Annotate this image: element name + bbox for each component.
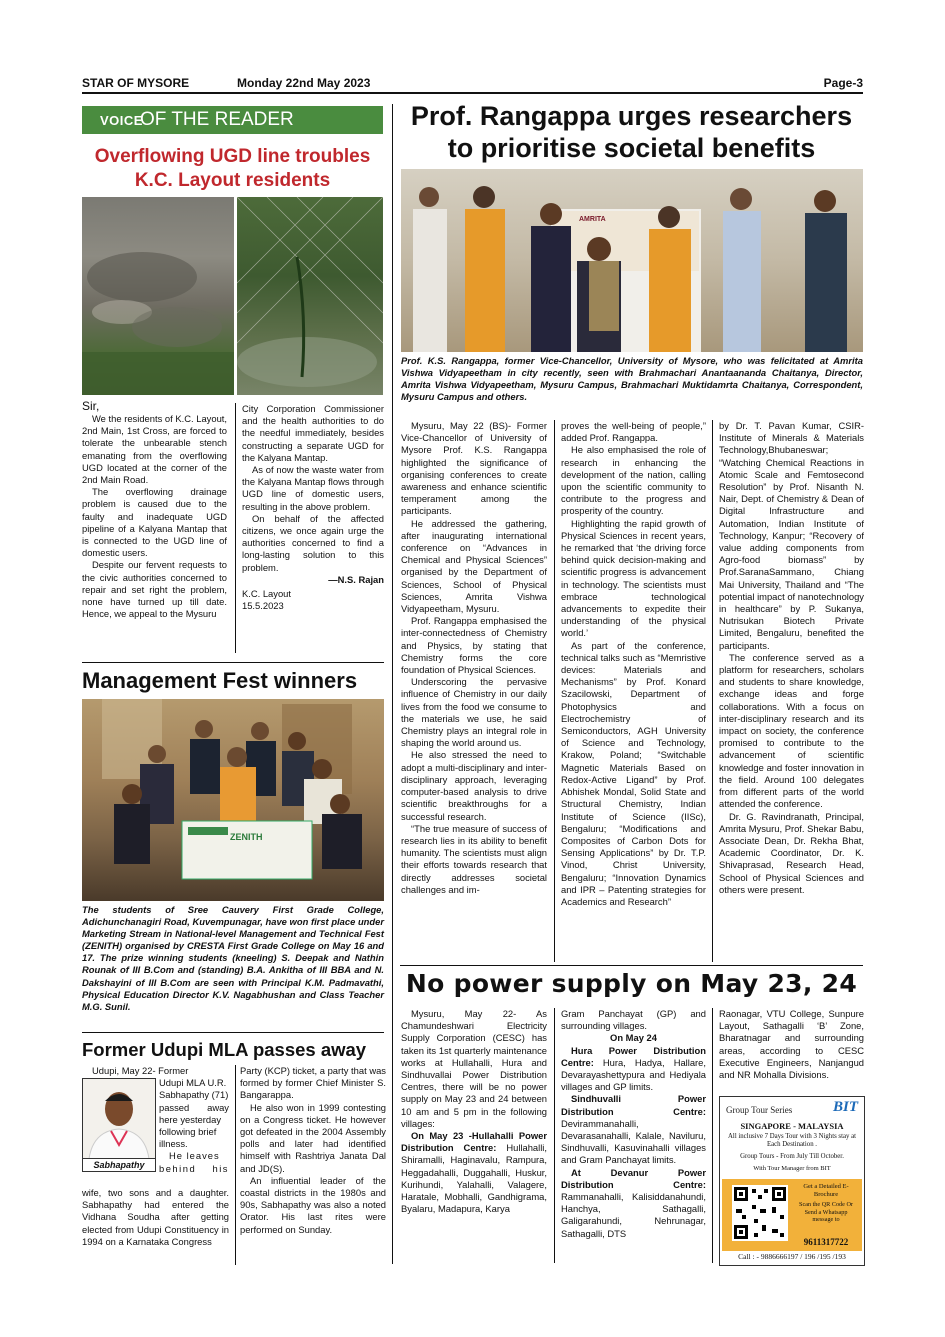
tour-advertisement[interactable]: [719, 1096, 865, 1266]
qr-text-2: Scan the QR Code Or Send a Whatsapp message to: [799, 1201, 853, 1223]
qr-code-icon: [732, 1185, 788, 1241]
newspaper-name: STAR OF MYSORE: [82, 76, 190, 90]
letter-signature: —N.S. Rajan: [328, 573, 384, 585]
ad-series: Group Tour Series: [726, 1105, 793, 1115]
ad-line3: With Tour Manager from BIT: [753, 1165, 831, 1172]
column-divider: [554, 420, 555, 962]
letter-para: We the residents of K.C. Layout, 2nd Main, 1st Cross, are forced to tolerate the unbearable stench emanating from the overflowing UGD located at the corner of the 2nd Main Road.: [82, 413, 227, 486]
cheque-label: ZENITH: [230, 832, 263, 842]
ad-call[interactable]: Call : - 9886666197 / 196 /195 /193: [738, 1252, 846, 1261]
main-photo: [401, 169, 863, 352]
column-divider: [235, 1065, 236, 1265]
voice-banner: [82, 106, 383, 134]
ugd-photo-right: [237, 197, 383, 395]
felicitation-image: [401, 169, 863, 352]
letter-para: As of now the waste water from the Kalyana Mantap flows through UGD line of domestic users, resulting in the above problem.: [242, 464, 384, 512]
salutation: Sir,: [82, 399, 100, 413]
banner-logo: AMRITA: [579, 216, 606, 223]
letter-para: The overflowing drainage problem is caused due to the faulty and inadequate UGD pipeline of a Kalyana Mantap that is connected to the UGD line of domestic users.: [82, 486, 227, 559]
power-col2: Gram Panchayat (GP) and surrounding villages. On May 24 Hura Power Distribution Centre: Hura, Hadya, Hallare, Devarayashettypura and Hediyala villages and GP limits. Sindhuvalli Power Distribution Centre: Devirammanahalli, Devarasanahalli, Kalale, Naviluru, Sindhuvalli, Kasuvinahalli villages and Gram Panchayat limits. At Devanur Power Distribution Centre: Rammanahalli, Kalisiddanahundi, Hanchya, Sathagalli, Galigarahundi, Nehrunagar, Sathagalli, DTS: [561, 1008, 706, 1239]
column-divider: [235, 403, 236, 653]
ad-line2: Group Tours - From July Till October.: [740, 1153, 844, 1160]
section-rule: [400, 965, 863, 966]
students-group-image: [82, 699, 384, 901]
page-number: Page-3: [823, 76, 863, 90]
portrait-label: Sabhapathy: [83, 1158, 155, 1171]
ugd-photo-left: [82, 197, 234, 395]
section-divider: [392, 104, 393, 1264]
column-divider: [712, 420, 713, 962]
fest-caption: The students of Sree Cauvery First Grade College, Adichunchanagiri Road, Kuvempunagar, have won first place under Marketing Stream in National-level Management and Technical Fest (ZENITH) organised by CRESTA First Grade College on May 16 and 17. The prize winning students (kneeling) S. Deepak and Nathin Rounak of III B.Com and (standing) B.A. Ankitha of III BBA and N. Dakshayini of III B.Com are seen with Principal K.M. Padmavathi, Physical Education Director K.V. Nagabhushan and Class Teacher M.G. Sunil.: [82, 904, 384, 1012]
main-caption: Prof. K.S. Rangappa, former Vice-Chancellor, University of Mysore, who was felicitated at Amrita Vishwa Vidyapeetham in city recently, seen with Brahmachari Anantaananda Chaitanya, Director, Amrita Vishwa Vidyapeetham, Mysuru Campus, Brahmachari Muktidamrta Chaitanya, Correspondent, Mysuru Campus and others.: [401, 355, 863, 403]
fest-photo: [82, 699, 384, 901]
main-col3: by Dr. T. Pavan Kumar, CSIR-Institute of Minerals & Materials Technology,Bhubaneswar; “Watching Chemical Reactions in Atomic Scale and Femtosecond Resolution” by Prof. Nisanth N. Nair, Dept. of Chemistry & Dean of Digital Infrastructure and Automation, Indian Institute of Technology, Kanpur; “Recovery of value adding components from Agro-food biomass” by Prof.SaranaSammano, Chiang Mai University, Thailand and “The potential impact of nanotechnology in healthcare” by P. Sukanya, Nutrisukan Biotech Private Limited, Bengaluru, benefited the participants. The conference served as a platform for researchers, scholars and students to share knowledge, exchange ideas and forge collaborations. With a focus on inter-disciplinary research and its impact on society, the conference promised to contribute to the advancement of scientific knowledge and foster innovation in the field. Around 100 delegates from different parts of the world attended the conference. Dr. G. Ravindranath, Principal, Amrita Mysuru, Prof. Shekar Babu, Associate Dean, Dr. Rekha Bhat, Academic Coordinator, Dr. K. Shivaprasad, Research Head, School of Physical Sciences and others were present.: [719, 420, 864, 895]
obit-headline: Former Udupi MLA passes away: [82, 1039, 367, 1060]
letter-para: Despite our fervent requests to the civic authorities concerned to repair and set right the problem, none have turned up till date. Hence, we appeal to the Mysuru: [82, 559, 227, 620]
main-col1: Mysuru, May 22 (BS)- Former Vice-Chancellor of University of Mysore Prof. K.S. Rangappa highlighted the significance of organising conferences to create awareness and enhance scientific temperament among the participants. He addressed the gathering, after inaugurating international conference on “Advances in Chemical and Physical Sciences” organised by the Department of Sciences, School of Physical Sciences, Amrita Vishwa Vidyapeetham, Mysuru. Prof. Rangappa emphasised the inter-connectedness of Chemistry and Physics, by stating that Chemistry forms the core foundation of Physical Sciences. Underscoring the pervasive influence of Chemistry in our daily lives from the food we consume to the materials we use, he said Chemistry plays an integral role in shaping the world around us. He also stressed the need to adopt a multi-disciplinary and inter-disciplinary approach, leveraging computer-based analysis to drive scientific breakthroughs for a successful research. “The true measure of success of research lies in its ability to benefit humanity. The scientists must align their efforts towards research that directly addresses societal challenges and im-: [401, 420, 547, 895]
voice-label-bold: VOICE: [100, 113, 143, 128]
section-rule: [82, 662, 384, 663]
letter-date: 15.5.2023: [242, 600, 284, 612]
issue-date: Monday 22nd May 2023: [237, 76, 371, 90]
power-headline: No power supply on May 23, 24: [405, 969, 858, 998]
obit-col1-rest: wife, two sons and a daughter. Sabhapathy had entered the Vidhana Soudha after getting elected from Udupi Constituency in 1994 on a Karnataka Congress: [82, 1187, 229, 1247]
main-col2: proves the well-being of people,” added Prof. Rangappa. He also emphasised the role of research in enhancing the development of the nation, calling upon the scientific community to contribute to the progress and prosperity of the country. Highlighting the rapid growth of Physical Sciences in recent years, he remarked that ‘the driving force behind quick decision-making and scientific progress is advancement in technology. The scientists must embrace technological advancements to expedite their understanding of the physical world.’ As part of the conference, technical talks such as “Memristive devices: Materials and Mechanisms” by Prof. Konard Szacilowski, Department of Photophysics and Electrochemistry of Semiconductors, AGH University of Science and Technology, Krakow, Poland; “Switchable Magnetic Materials Based on Redox-Active Ligand” by Prof. Abhishek Mondal, Solid State and Structural Chemistry, Indian Institute of Science (IISc), Bengaluru; “Modifications and Composites of Carbon Dots for Sensing Applications” by Dr. T.P. Vinod, Christ University, Bengaluru; “Innovation Dynamics and IPR – Patenting strategies for Academics and Research”: [561, 420, 706, 907]
may24-title: On May 24: [610, 1032, 657, 1044]
ad-phone[interactable]: 9611317722: [803, 1237, 849, 1247]
voice-letter-col1: [82, 399, 227, 620]
obit-col2: Party (KCP) ticket, a party that was formed by former Chief Minister S. Bangarappa. He also won in 1999 contesting on a Congress ticket. He however got defeated in the 2004 Assembly polls and later had identified himself with Rashtriya Janata Dal and JD(S). An influential leader of the coastal districts in the 1980s and 90s, Sabhapathy was also a noted Orator. His last rites were performed on Sunday.: [240, 1065, 386, 1235]
power-col1: Mysuru, May 22- As Chamundeshwari Electricity Supply Corporation (CESC) has taken its 1st quarterly maintenance works at Hullahalli, Hura and Sindhuvallai Power Distribution Centres, there will be no power supply on May 23 and 24 between 10 am and 5 pm in the following villages: On May 23 -Hullahalli Power Distribution Centre: Hullahalli, Shiramalli, Haginavalu, Rampura, Heggadahalli, Duggahalli, Huskur, Kurihundi, Yalahalli, Valagere, Haratale, Mobhalli, Gandhigrama, Byalaru, Madapura, Karya: [401, 1008, 547, 1215]
ad-line1: All inclusive 7 Days Tour with 3 Nights stay at Each Destination .: [728, 1133, 856, 1148]
voice-letter-col2: [242, 403, 384, 612]
letter-place: K.C. Layout: [242, 588, 291, 600]
fest-headline: Management Fest winners: [82, 668, 358, 693]
qr-code[interactable]: [732, 1185, 788, 1241]
column-divider: [712, 1008, 713, 1263]
fence-image: [237, 197, 383, 395]
voice-headline: Overflowing UGD line troubles K.C. Layout residents: [94, 146, 371, 191]
header-rule: [82, 92, 863, 94]
column-divider: [554, 1008, 555, 1263]
voice-label-rest: OF THE READER: [140, 109, 294, 130]
page-header: [82, 74, 863, 92]
drain-image: [82, 197, 234, 395]
ad-logo: BIT: [832, 1099, 858, 1115]
section-rule: [82, 1032, 384, 1033]
qr-text-1: Get a Detailed E-Brochure: [803, 1183, 849, 1198]
letter-para: City Corporation Commissioner and the health authorities to do the needful immediately, besides constructing a separate UGD for the Kalyana Mantap.: [242, 403, 384, 463]
ad-destination: SINGAPORE - MALAYSIA: [740, 1121, 844, 1131]
main-headline: Prof. Rangappa urges researchers to prioritise societal benefits: [410, 101, 853, 163]
letter-para: On behalf of the affected citizens, we once again urge the authorities concerned to find a long-lasting solution to this problem.: [242, 512, 384, 573]
power-col3: Raonagar, VTU College, Sunpure Layout, Sathagalli ‘B’ Zone, Bharatnagar and surrounding areas, according to CESC Executive Engineers, Nanjangud and NR Mohalla Divisions.: [719, 1008, 864, 1081]
obit-wrap-text: Udupi, May 22- Former Udupi MLA U.R. Sabhapathy (71) passed away here yesterday following brief illness. He leaves behind his: [92, 1065, 229, 1174]
